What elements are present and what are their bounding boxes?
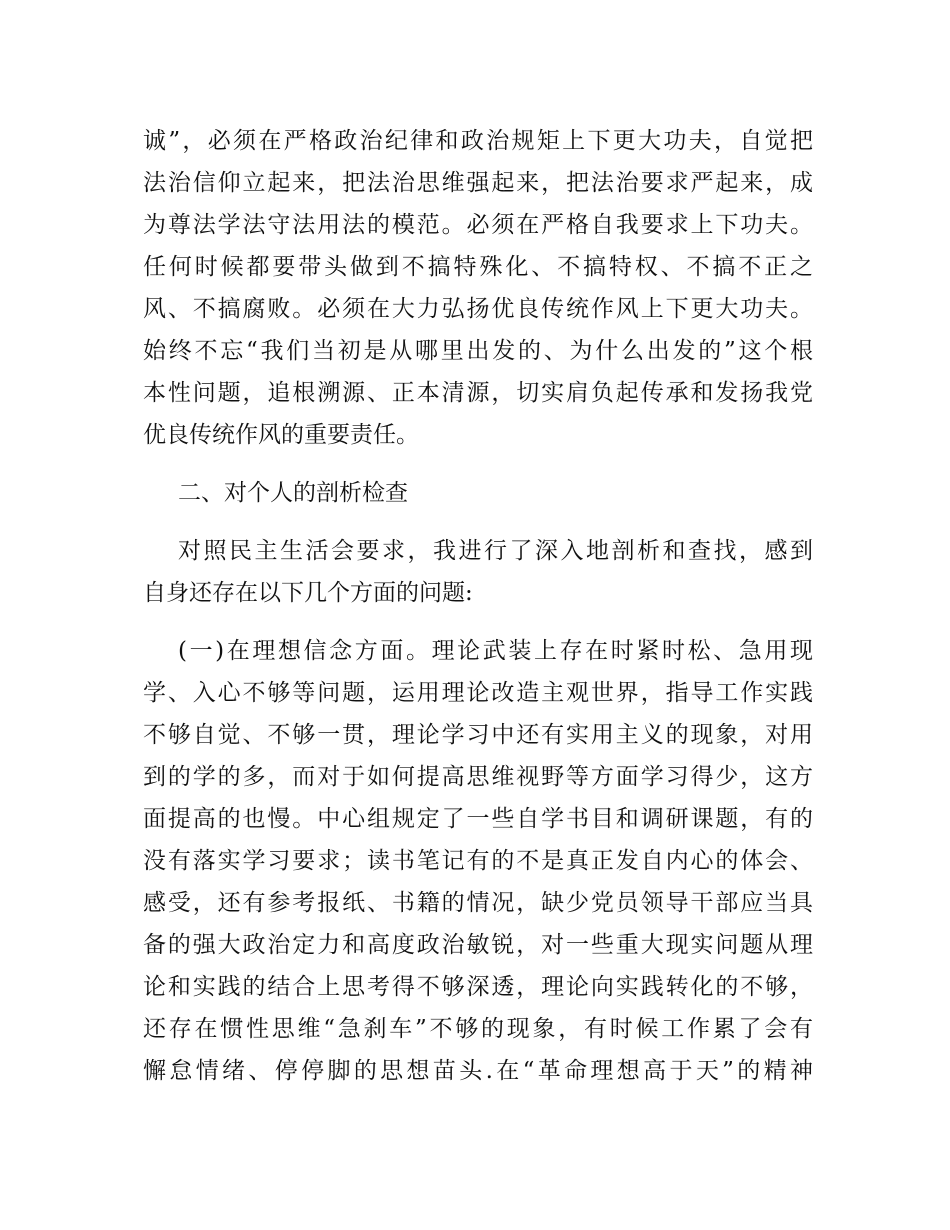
- text-line: 还存在惯性思维“急刹车”不够的现象，有时候工作累了会有: [143, 1016, 813, 1042]
- text-line: 没有落实学习要求；读书笔记有的不是真正发自内心的体会、: [143, 848, 813, 874]
- text-line: 感受，还有参考报纸、书籍的情况，缺少党员领导干部应当具: [143, 890, 813, 916]
- text-line: 备的强大政治定力和高度政治敏锐，对一些重大现实问题从理: [143, 932, 813, 958]
- text-line: 不够自觉、不够一贯，理论学习中还有实用主义的现象，对用: [143, 722, 813, 748]
- text-line: 对照民主生活会要求，我进行了深入地剖析和查找，感到: [178, 538, 813, 564]
- text-line: 学、入心不够等问题，运用理论改造主观世界，指导工作实践: [143, 680, 813, 706]
- text-line: 法治信仰立起来，把法治思维强起来，把法治要求严起来，成: [143, 170, 813, 196]
- paragraph-3: [143, 630, 813, 1092]
- paragraph-1: [143, 120, 813, 456]
- text-line: 任何时候都要带头做到不搞特殊化、不搞特权、不搞不正之: [143, 254, 813, 280]
- text-line: 论和实践的结合上思考得不够深透，理论向实践转化的不够，: [143, 974, 813, 1000]
- section-heading: 二、对个人的剖析检查: [178, 480, 408, 506]
- text-line: 优良传统作风的重要责任。: [143, 422, 419, 448]
- text-line: 诚”，必须在严格政治纪律和政治规矩上下更大功夫，自觉把: [143, 128, 813, 154]
- text-line: 到的学的多，而对于如何提高思维视野等方面学习得少，这方: [143, 764, 813, 790]
- text-line: (一)在理想信念方面。理论武装上存在时紧时松、急用现: [178, 638, 813, 664]
- text-line: 自身还存在以下几个方面的问题:: [143, 580, 473, 606]
- text-line: 为尊法学法守法用法的模范。必须在严格自我要求上下功夫。: [143, 212, 813, 238]
- paragraph-2: [143, 530, 813, 614]
- text-line: 懈怠情绪、停停脚的思想苗头.在“革命理想高于天”的精神: [143, 1058, 813, 1084]
- text-line: 风、不搞腐败。必须在大力弘扬优良传统作风上下更大功夫。: [143, 296, 813, 322]
- text-line: 本性问题，追根溯源、正本清源，切实肩负起传承和发扬我党: [143, 380, 813, 406]
- document-body: [143, 120, 813, 1092]
- text-line: 始终不忘“我们当初是从哪里出发的、为什么出发的”这个根: [143, 338, 813, 364]
- text-line: 面提高的也慢。中心组规定了一些自学书目和调研课题，有的: [143, 806, 813, 832]
